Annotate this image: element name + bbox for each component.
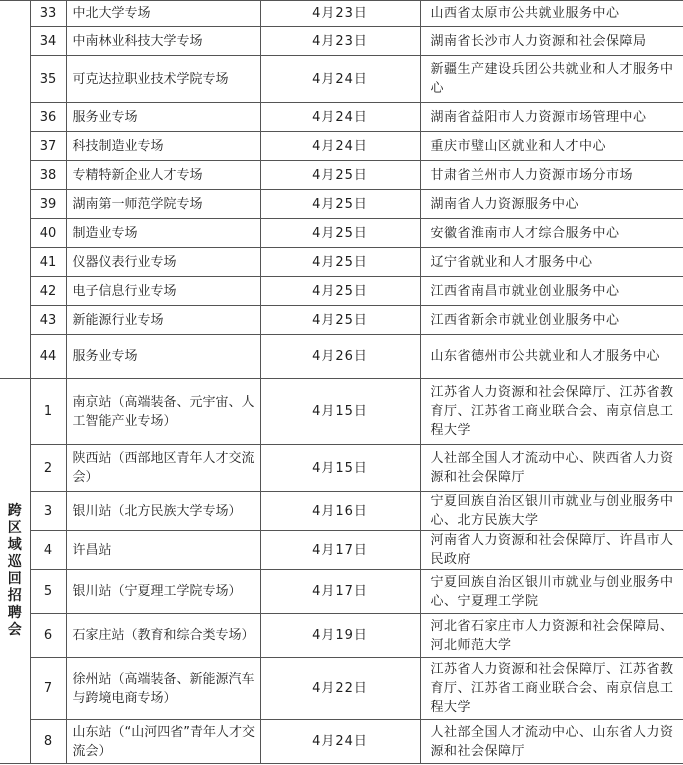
row-number: 3 bbox=[30, 492, 66, 531]
organizer: 宁夏回族自治区银川市就业与创业服务中心、北方民族大学 bbox=[420, 492, 683, 531]
fair-date: 4月25日 bbox=[260, 219, 420, 248]
table-row bbox=[0, 335, 683, 379]
fair-name: 山东站（“山河四省”青年人才交流会） bbox=[66, 720, 260, 764]
fair-date: 4月16日 bbox=[260, 492, 420, 531]
fair-name: 中北大学专场 bbox=[66, 1, 260, 27]
organizer: 江苏省人力资源和社会保障厅、江苏省教育厅、江苏省工商业联合会、南京信息工程大学 bbox=[420, 658, 683, 720]
row-number: 36 bbox=[30, 103, 66, 132]
row-number: 37 bbox=[30, 132, 66, 161]
fair-name: 中南林业科技大学专场 bbox=[66, 27, 260, 56]
fair-date: 4月22日 bbox=[260, 658, 420, 720]
fair-name: 南京站（高端装备、元宇宙、人工智能产业专场） bbox=[66, 379, 260, 445]
fair-name: 专精特新企业人才专场 bbox=[66, 161, 260, 190]
fair-date: 4月25日 bbox=[260, 306, 420, 335]
category-label: 跨区域巡回招聘会 bbox=[7, 503, 22, 638]
fair-date: 4月23日 bbox=[260, 27, 420, 56]
row-number: 41 bbox=[30, 248, 66, 277]
row-number: 42 bbox=[30, 277, 66, 306]
fair-date: 4月15日 bbox=[260, 445, 420, 492]
fair-date: 4月25日 bbox=[260, 190, 420, 219]
fair-name: 银川站（宁夏理工学院专场） bbox=[66, 570, 260, 614]
table-body bbox=[0, 1, 683, 764]
row-number: 7 bbox=[30, 658, 66, 720]
organizer: 新疆生产建设兵团公共就业和人才服务中心 bbox=[420, 56, 683, 103]
table-row bbox=[0, 306, 683, 335]
fair-name: 石家庄站（教育和综合类专场） bbox=[66, 614, 260, 658]
table-row bbox=[0, 445, 683, 492]
row-number: 4 bbox=[30, 531, 66, 570]
table-row bbox=[0, 190, 683, 219]
fair-date: 4月15日 bbox=[260, 379, 420, 445]
table-row bbox=[0, 27, 683, 56]
organizer: 湖南省益阳市人力资源市场管理中心 bbox=[420, 103, 683, 132]
fair-name: 科技制造业专场 bbox=[66, 132, 260, 161]
table-row bbox=[0, 277, 683, 306]
fair-name: 服务业专场 bbox=[66, 103, 260, 132]
organizer: 河南省人力资源和社会保障厅、许昌市人民政府 bbox=[420, 531, 683, 570]
row-number: 6 bbox=[30, 614, 66, 658]
table-row bbox=[0, 1, 683, 27]
organizer: 人社部全国人才流动中心、陕西省人力资源和社会保障厅 bbox=[420, 445, 683, 492]
organizer: 江西省新余市就业创业服务中心 bbox=[420, 306, 683, 335]
row-number: 34 bbox=[30, 27, 66, 56]
organizer: 宁夏回族自治区银川市就业与创业服务中心、宁夏理工学院 bbox=[420, 570, 683, 614]
fair-name: 许昌站 bbox=[66, 531, 260, 570]
fair-name: 新能源行业专场 bbox=[66, 306, 260, 335]
fair-date: 4月17日 bbox=[260, 570, 420, 614]
row-number: 1 bbox=[30, 379, 66, 445]
category-cell bbox=[0, 1, 30, 379]
organizer: 山西省太原市公共就业服务中心 bbox=[420, 1, 683, 27]
organizer: 安徽省淮南市人才综合服务中心 bbox=[420, 219, 683, 248]
organizer: 重庆市璧山区就业和人才中心 bbox=[420, 132, 683, 161]
fair-name: 银川站（北方民族大学专场） bbox=[66, 492, 260, 531]
organizer: 江西省南昌市就业创业服务中心 bbox=[420, 277, 683, 306]
category-cell bbox=[0, 379, 30, 764]
table-row bbox=[0, 658, 683, 720]
organizer: 湖南省人力资源服务中心 bbox=[420, 190, 683, 219]
fair-name: 徐州站（高端装备、新能源汽车与跨境电商专场） bbox=[66, 658, 260, 720]
organizer: 河北省石家庄市人力资源和社会保障局、河北师范大学 bbox=[420, 614, 683, 658]
fair-date: 4月24日 bbox=[260, 56, 420, 103]
row-number: 43 bbox=[30, 306, 66, 335]
table-row bbox=[0, 570, 683, 614]
fair-date: 4月25日 bbox=[260, 248, 420, 277]
fair-date: 4月25日 bbox=[260, 277, 420, 306]
table-row bbox=[0, 614, 683, 658]
fair-name: 电子信息行业专场 bbox=[66, 277, 260, 306]
fair-date: 4月26日 bbox=[260, 335, 420, 379]
table-row bbox=[0, 56, 683, 103]
fair-name: 仪器仪表行业专场 bbox=[66, 248, 260, 277]
table-row bbox=[0, 132, 683, 161]
row-number: 8 bbox=[30, 720, 66, 764]
row-number: 39 bbox=[30, 190, 66, 219]
fair-name: 可克达拉职业技术学院专场 bbox=[66, 56, 260, 103]
organizer: 山东省德州市公共就业和人才服务中心 bbox=[420, 335, 683, 379]
fair-date: 4月19日 bbox=[260, 614, 420, 658]
organizer: 辽宁省就业和人才服务中心 bbox=[420, 248, 683, 277]
row-number: 2 bbox=[30, 445, 66, 492]
fair-date: 4月17日 bbox=[260, 531, 420, 570]
table-row bbox=[0, 531, 683, 570]
fair-date: 4月25日 bbox=[260, 161, 420, 190]
table-row bbox=[0, 161, 683, 190]
table-row bbox=[0, 492, 683, 531]
organizer: 江苏省人力资源和社会保障厅、江苏省教育厅、江苏省工商业联合会、南京信息工程大学 bbox=[420, 379, 683, 445]
organizer: 湖南省长沙市人力资源和社会保障局 bbox=[420, 27, 683, 56]
table-row bbox=[0, 720, 683, 764]
fair-date: 4月24日 bbox=[260, 720, 420, 764]
fair-name: 陕西站（西部地区青年人才交流会） bbox=[66, 445, 260, 492]
organizer: 人社部全国人才流动中心、山东省人力资源和社会保障厅 bbox=[420, 720, 683, 764]
fair-name: 制造业专场 bbox=[66, 219, 260, 248]
fair-date: 4月24日 bbox=[260, 103, 420, 132]
fair-date: 4月23日 bbox=[260, 1, 420, 27]
row-number: 35 bbox=[30, 56, 66, 103]
fair-name: 服务业专场 bbox=[66, 335, 260, 379]
table-row bbox=[0, 219, 683, 248]
row-number: 38 bbox=[30, 161, 66, 190]
table-row bbox=[0, 248, 683, 277]
row-number: 40 bbox=[30, 219, 66, 248]
table-row bbox=[0, 379, 683, 445]
row-number: 44 bbox=[30, 335, 66, 379]
row-number: 33 bbox=[30, 1, 66, 27]
fair-date: 4月24日 bbox=[260, 132, 420, 161]
fair-name: 湖南第一师范学院专场 bbox=[66, 190, 260, 219]
organizer: 甘肃省兰州市人力资源市场分市场 bbox=[420, 161, 683, 190]
table-row bbox=[0, 103, 683, 132]
row-number: 5 bbox=[30, 570, 66, 614]
